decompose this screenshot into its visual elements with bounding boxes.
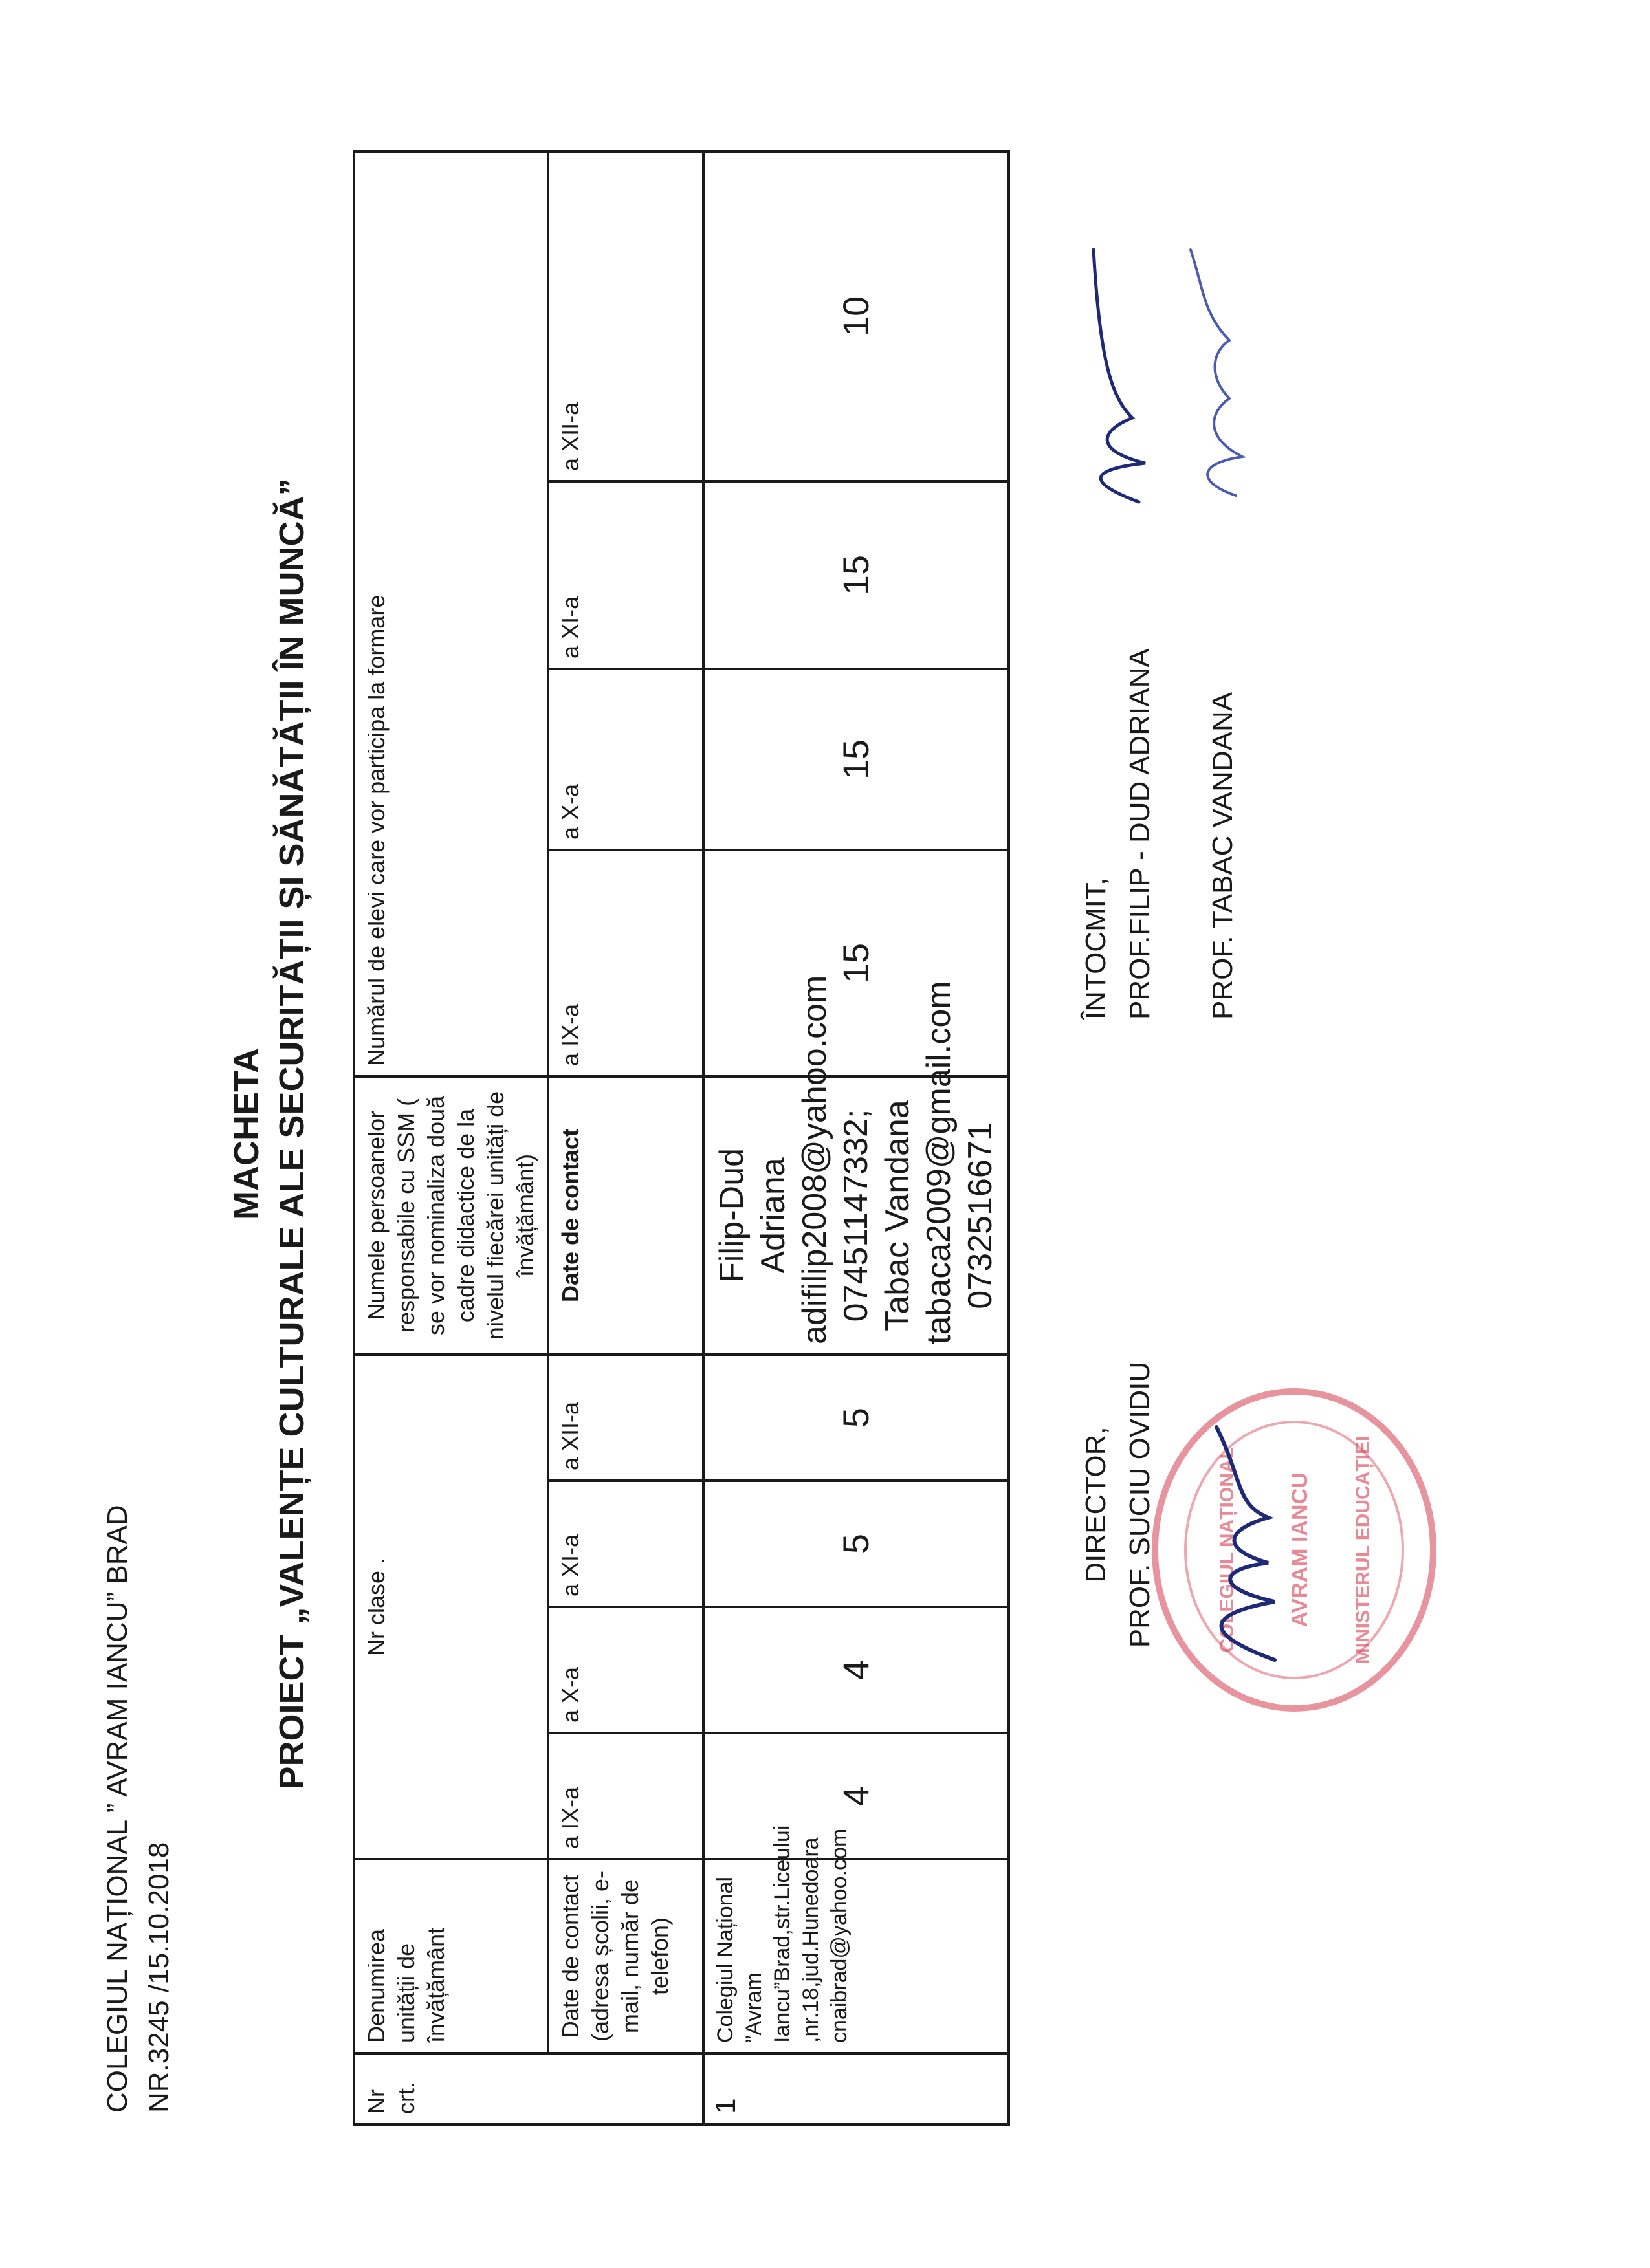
row-unit: Colegiul Național ”Avram Iancu”Brad,str.Liceului ,nr.18,jud.Hunedoara cnaibrad@yahoo.com <box>703 1859 1009 2053</box>
classes-grade-12: a XII-a <box>548 1355 703 1481</box>
institution-name: COLEGIUL NAȚIONAL ” AVRAM IANCU” BRAD <box>102 1505 133 2113</box>
director-block <box>1074 1278 1162 1731</box>
row-students-11: 15 <box>703 481 1009 669</box>
header-responsible: Numele persoanelor responsabile cu SSM ( se vor nominaliza două cadre didactice de la nivelul fiecărei unități de învățământ) <box>354 1076 548 1355</box>
document-title: MACHETA <box>227 1048 266 1220</box>
row-classes-9: 4 <box>703 1733 1009 1859</box>
row-classes-10: 4 <box>703 1607 1009 1733</box>
prepared-title: ÎNTOCMIT, <box>1080 877 1112 1020</box>
director-title: DIRECTOR, <box>1080 1426 1112 1583</box>
classes-grade-10: a X-a <box>548 1607 703 1733</box>
table-row <box>703 151 1009 2124</box>
table-header-row <box>354 151 548 2124</box>
header-nr-crt: Nr crt. <box>354 2053 703 2124</box>
filip-dud-signature <box>1074 237 1165 508</box>
header-students: Numărul de elevi care vor participa la formare <box>354 151 548 1076</box>
prepared-name-1: PROF.FILIP - DUD ADRIANA <box>1124 648 1156 1020</box>
project-table <box>353 150 1010 2126</box>
stamp-text-bottom: MINISTERUL EDUCAȚIEI <box>1352 1435 1374 1664</box>
stamp-text-middle: AVRAM IANCU <box>1288 1472 1312 1628</box>
row-students-12: 10 <box>703 151 1009 481</box>
row-students-10: 15 <box>703 669 1009 850</box>
row-classes-12: 5 <box>703 1355 1009 1481</box>
classes-grade-11: a XI-a <box>548 1481 703 1607</box>
header-unit-name: Denumirea unității de învățământ <box>354 1859 548 2053</box>
table-subheader-row <box>548 151 703 2124</box>
project-title: PROIECT „VALENȚE CULTURALE ALE SECURITĂȚII ȘI SĂNĂTĂȚII ÎN MUNCĂ” <box>272 478 311 1790</box>
row-classes-11: 5 <box>703 1481 1009 1607</box>
row-responsible-contact: Filip-Dud Adriana adifilip2008@yahoo.com 07451147332; Tabac Vandana tabaca2009@gmail.com 0732516671 <box>703 1076 1009 1355</box>
students-grade-11: a XI-a <box>548 481 703 669</box>
students-grade-9: a IX-a <box>548 850 703 1076</box>
header-classes: Nr clase . <box>354 1355 548 1859</box>
director-name: PROF. SUCIU OVIDIU <box>1124 1361 1156 1648</box>
classes-grade-9: a IX-a <box>548 1733 703 1859</box>
row-students-9: 15 <box>703 850 1009 1076</box>
registration-number: NR.3245 /15.10.2018 <box>143 1842 175 2113</box>
tabac-signature <box>1178 237 1262 508</box>
students-grade-10: a X-a <box>548 669 703 850</box>
header-unit-contact: Date de contact (adresa școlii, e-mail, număr de telefon) <box>548 1859 703 2053</box>
students-grade-12: a XII-a <box>548 151 703 481</box>
prepared-name-2: PROF. TABAC VANDANA <box>1207 692 1238 1020</box>
director-signature <box>1178 1401 1307 1673</box>
prepared-block <box>1074 502 1245 1020</box>
stamp-text-top: COLEGIUL NAȚIONAL <box>1216 1447 1238 1653</box>
header-responsible-contact: Date de contact <box>548 1076 703 1355</box>
row-nr: 1 <box>703 2053 1009 2124</box>
